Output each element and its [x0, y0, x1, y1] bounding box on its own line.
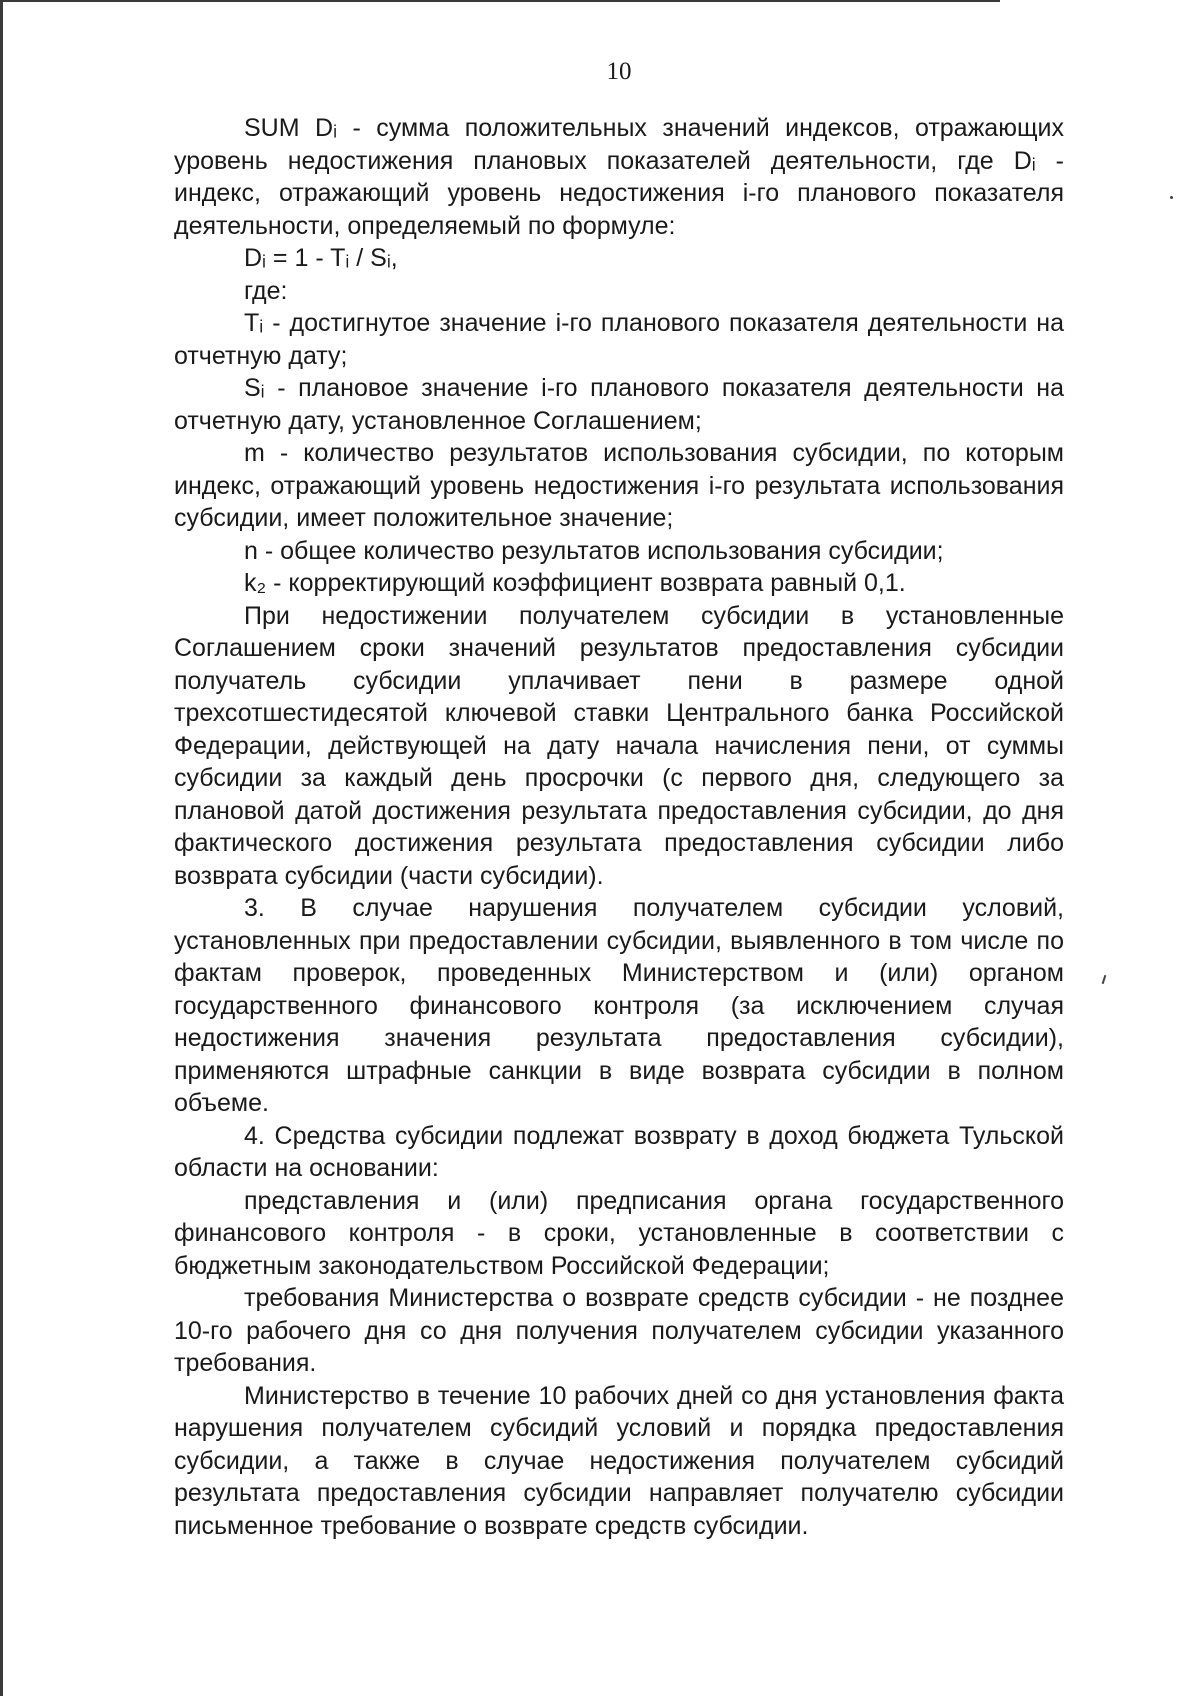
scan-border-top [0, 0, 1000, 2]
scan-border-left [0, 0, 3, 1696]
paragraph-penalty: При недостижении получателем субсидии в установленные Соглашением сроки значений результатов предоставления субсидии получатель субсидии уплачивает пени в размере одной трехсотшестидесятой ключевой ставки Центрального банка Российской Федерации, действующей на дату начала начисления пени, от суммы субсидии за каждый день просрочки (с первого дня, следующего за плановой датой достижения результата предоставления субсидии, до дня фактического достижения результата предоставления субсидии либо возврата субсидии (части субсидии). [174, 601, 1064, 890]
scan-mark [1102, 975, 1107, 984]
paragraph-ti: Tᵢ - достигнутое значение i-го планового показателя деятельности на отчетную дату; [174, 309, 1064, 370]
scan-speck [1170, 196, 1173, 199]
paragraph-item-4: 4. Средства субсидии подлежат возврату в доход бюджета Тульской области на основании: [174, 1121, 1064, 1182]
page-number: 10 [606, 58, 632, 85]
paragraph-representation: представления и (или) предписания органа государственного финансового контроля - в сроки, установленные в соответствии с бюджетным законодательством Российской Федерации; [174, 1186, 1064, 1280]
paragraph-where: где: [244, 276, 288, 305]
paragraph-sum-di: SUM Dᵢ - сумма положительных значений индексов, отражающих уровень недостижения плановых показателей деятельности, где Dᵢ - индекс, отражающий уровень недостижения i-го планового показателя деятельности, определяемый по формуле: [174, 114, 1064, 240]
paragraph-item-3: 3. В случае нарушения получателем субсидии условий, установленных при предоставлении субсидии, выявленного в том числе по фактам проверок, проведенных Министерством и (или) органом государственного финансового контроля (за исключением случая недостижения значения результата предоставления субсидии), применяются штрафные санкции в виде возврата субсидии в полном объеме. [174, 894, 1064, 1117]
paragraph-m: m - количество результатов использования субсидии, по которым индекс, отражающий уровень недостижения i-го результата использования субсидии, имеет положительное значение; [174, 439, 1064, 532]
document-body [174, 112, 1064, 1542]
paragraph-n: n - общее количество результатов использования субсидии; [244, 536, 944, 565]
paragraph-ministry: Министерство в течение 10 рабочих дней со дня установления факта нарушения получателем субсидий условий и порядка предоставления субсидии, а также в случае недостижения получателем субсидий результата предоставления субсидии направляет получателю субсидии письменное требование о возврате средств субсидии. [174, 1381, 1064, 1540]
paragraph-si: Sᵢ - плановое значение i-го планового показателя деятельности на отчетную дату, установленное Соглашением; [174, 374, 1064, 435]
formula-di: Dᵢ = 1 - Tᵢ / Sᵢ, [244, 244, 398, 272]
paragraph-requirement: требования Министерства о возврате средств субсидии - не позднее 10-го рабочего дня со дня получения получателем субсидии указанного требования. [174, 1284, 1064, 1377]
paragraph-k2: k₂ - корректирующий коэффициент возврата равный 0,1. [244, 569, 906, 597]
